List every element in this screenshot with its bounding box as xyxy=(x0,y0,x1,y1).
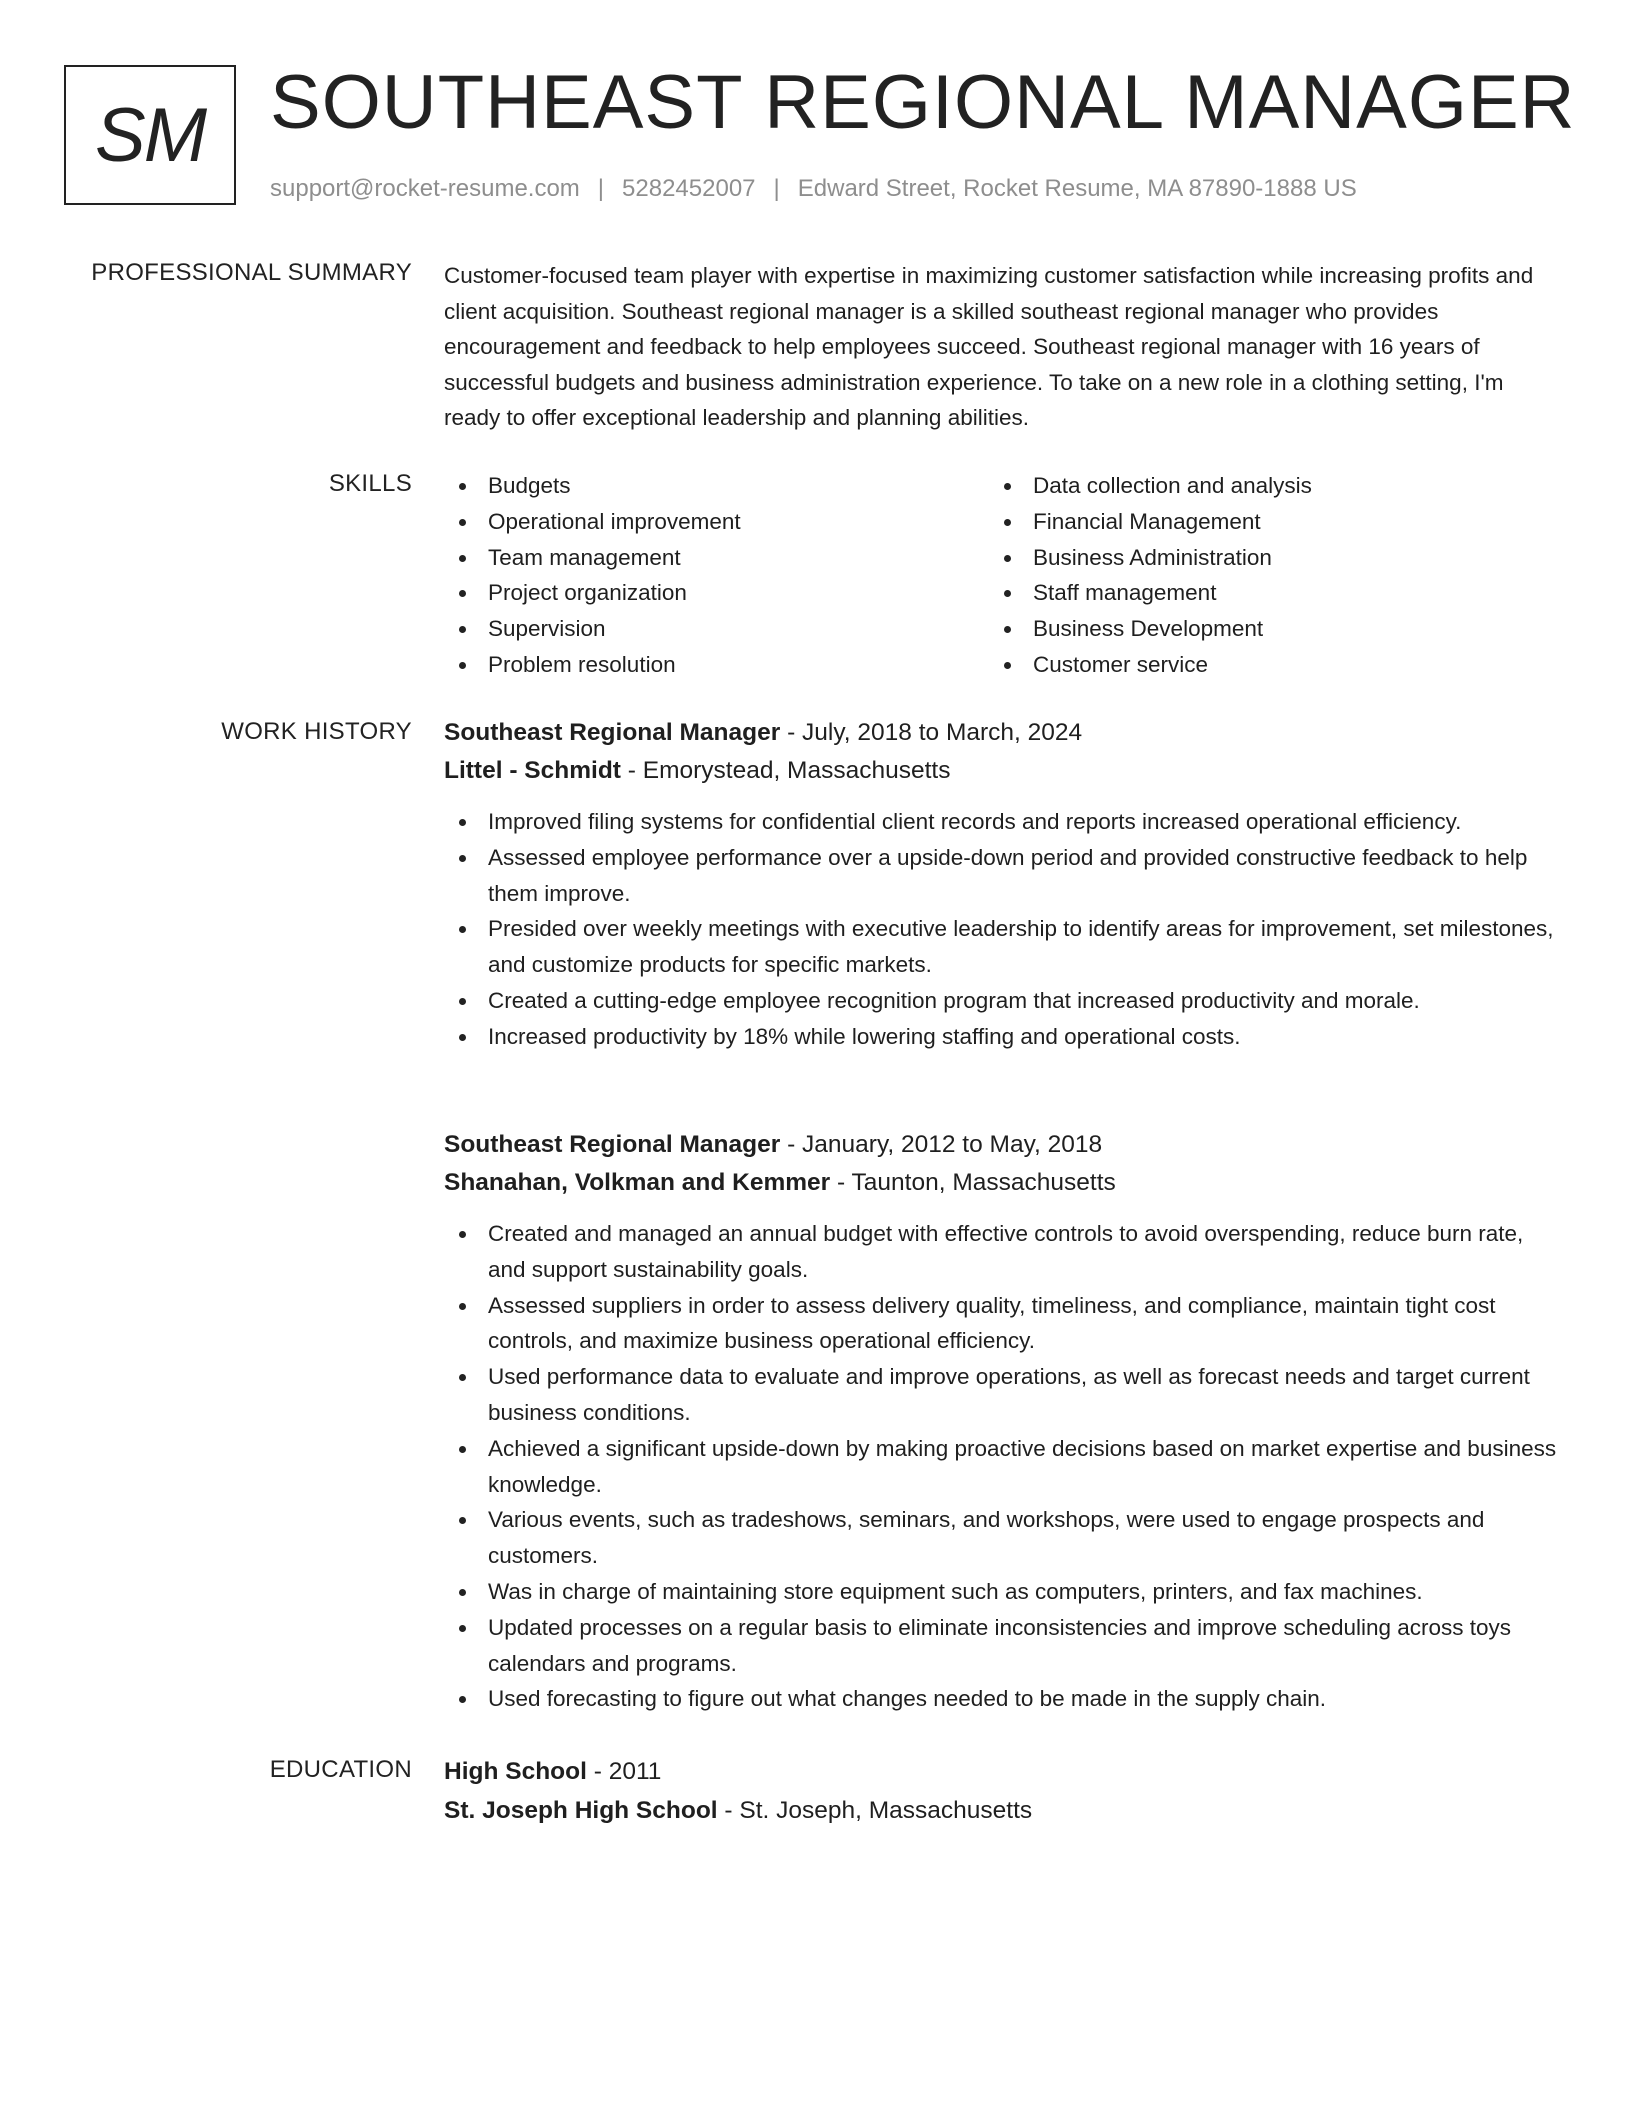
contact-line xyxy=(270,174,1357,204)
skills-list-left xyxy=(444,468,989,683)
skills-list-right xyxy=(989,468,1534,683)
job-company-line xyxy=(444,752,1560,790)
job-bullet: Created and managed an annual budget with effective controls to avoid overspending, reduce burn rate, and support sustainability goals. xyxy=(444,1216,1560,1288)
skill-item: Financial Management xyxy=(989,504,1534,540)
job-dates: - July, 2018 to March, 2024 xyxy=(780,719,1083,746)
skill-item: Staff management xyxy=(989,575,1534,611)
job-bullet: Updated processes on a regular basis to eliminate inconsistencies and improve scheduling across toys calendars and programs. xyxy=(444,1610,1560,1682)
skill-item: Problem resolution xyxy=(444,647,989,683)
separator: | xyxy=(773,175,780,202)
job-location: - Taunton, Massachusetts xyxy=(830,1169,1116,1196)
section-title-education: EDUCATION xyxy=(269,1756,412,1783)
skill-item: Business Development xyxy=(989,611,1534,647)
section-title-work-history: WORK HISTORY xyxy=(221,718,412,745)
education-location: - St. Joseph, Massachusetts xyxy=(717,1797,1033,1824)
job-bullet: Improved filing systems for confidential client records and reports increased operational efficiency. xyxy=(444,804,1560,840)
skills-columns xyxy=(444,468,1560,683)
job-entry xyxy=(444,714,1560,1055)
skill-item: Business Administration xyxy=(989,540,1534,576)
job-bullet: Various events, such as tradeshows, seminars, and workshops, were used to engage prospects and customers. xyxy=(444,1502,1560,1574)
job-company-line xyxy=(444,1164,1560,1202)
job-bullet: Was in charge of maintaining store equipment such as computers, printers, and fax machines. xyxy=(444,1574,1560,1610)
skill-item: Team management xyxy=(444,540,989,576)
skill-item: Budgets xyxy=(444,468,989,504)
job-bullet: Presided over weekly meetings with executive leadership to identify areas for improvement, set milestones, and customize products for specific markets. xyxy=(444,911,1560,983)
skill-item: Supervision xyxy=(444,611,989,647)
skill-item: Data collection and analysis xyxy=(989,468,1534,504)
contact-phone[interactable]: 5282452007 xyxy=(622,175,756,202)
skills-body xyxy=(444,468,1560,683)
skill-item: Project organization xyxy=(444,575,989,611)
education-degree: High School xyxy=(444,1758,587,1785)
section-title-summary: PROFESSIONAL SUMMARY xyxy=(91,259,412,286)
job-location: - Emorystead, Massachusetts xyxy=(620,757,951,784)
job-position: Southeast Regional Manager xyxy=(444,719,781,746)
job-bullet-list xyxy=(444,804,1560,1055)
job-bullet: Used performance data to evaluate and improve operations, as well as forecast needs and target current business conditions. xyxy=(444,1359,1560,1431)
summary-body xyxy=(444,258,1560,436)
contact-email[interactable]: support@rocket-resume.com xyxy=(270,175,580,202)
job-bullet: Created a cutting-edge employee recognition program that increased productivity and morale. xyxy=(444,983,1560,1019)
contact-address: Edward Street, Rocket Resume, MA 87890-1888 US xyxy=(797,175,1357,202)
education-degree-line xyxy=(444,1752,1560,1792)
job-bullet: Assessed employee performance over a upside-down period and provided constructive feedback to help them improve. xyxy=(444,840,1560,912)
education-entry xyxy=(444,1752,1560,1830)
job-bullet: Achieved a significant upside-down by making proactive decisions based on market expertise and business knowledge. xyxy=(444,1431,1560,1503)
job-title-line xyxy=(444,714,1560,752)
initials: SM xyxy=(95,92,205,178)
skill-item: Customer service xyxy=(989,647,1534,683)
job-bullet-list xyxy=(444,1216,1560,1717)
job-bullet: Increased productivity by 18% while lowering staffing and operational costs. xyxy=(444,1019,1560,1055)
summary-text: Customer-focused team player with expertise in maximizing customer satisfaction while increasing profits and client acquisition. Southeast regional manager is a skilled southeast regional manager who provides encouragement and feedback to help employees succeed. Southeast regional manager with 16 years of successful budgets and business administration experience. To take on a new role in a clothing setting, I'm ready to offer exceptional leadership and planning abilities. xyxy=(444,263,1534,431)
education-school-line xyxy=(444,1792,1560,1830)
education-year: - 2011 xyxy=(586,1758,662,1785)
job-bullet: Assessed suppliers in order to assess delivery quality, timeliness, and compliance, maintain tight cost controls, and maximize business operational efficiency. xyxy=(444,1288,1560,1360)
section-title-skills: SKILLS xyxy=(328,470,412,497)
job-bullet: Used forecasting to figure out what changes needed to be made in the supply chain. xyxy=(444,1681,1560,1717)
skill-item: Operational improvement xyxy=(444,504,989,540)
job-position: Southeast Regional Manager xyxy=(444,1131,781,1158)
job-entry xyxy=(444,1126,1560,1717)
education-school: St. Joseph High School xyxy=(444,1797,718,1824)
job-company: Shanahan, Volkman and Kemmer xyxy=(444,1169,831,1196)
job-dates: - January, 2012 to May, 2018 xyxy=(780,1131,1103,1158)
page-title: SOUTHEAST REGIONAL MANAGER xyxy=(270,60,1576,145)
separator: | xyxy=(597,175,605,202)
job-company: Littel - Schmidt xyxy=(444,757,621,784)
monogram-logo xyxy=(64,65,236,205)
job-title-line xyxy=(444,1126,1560,1164)
